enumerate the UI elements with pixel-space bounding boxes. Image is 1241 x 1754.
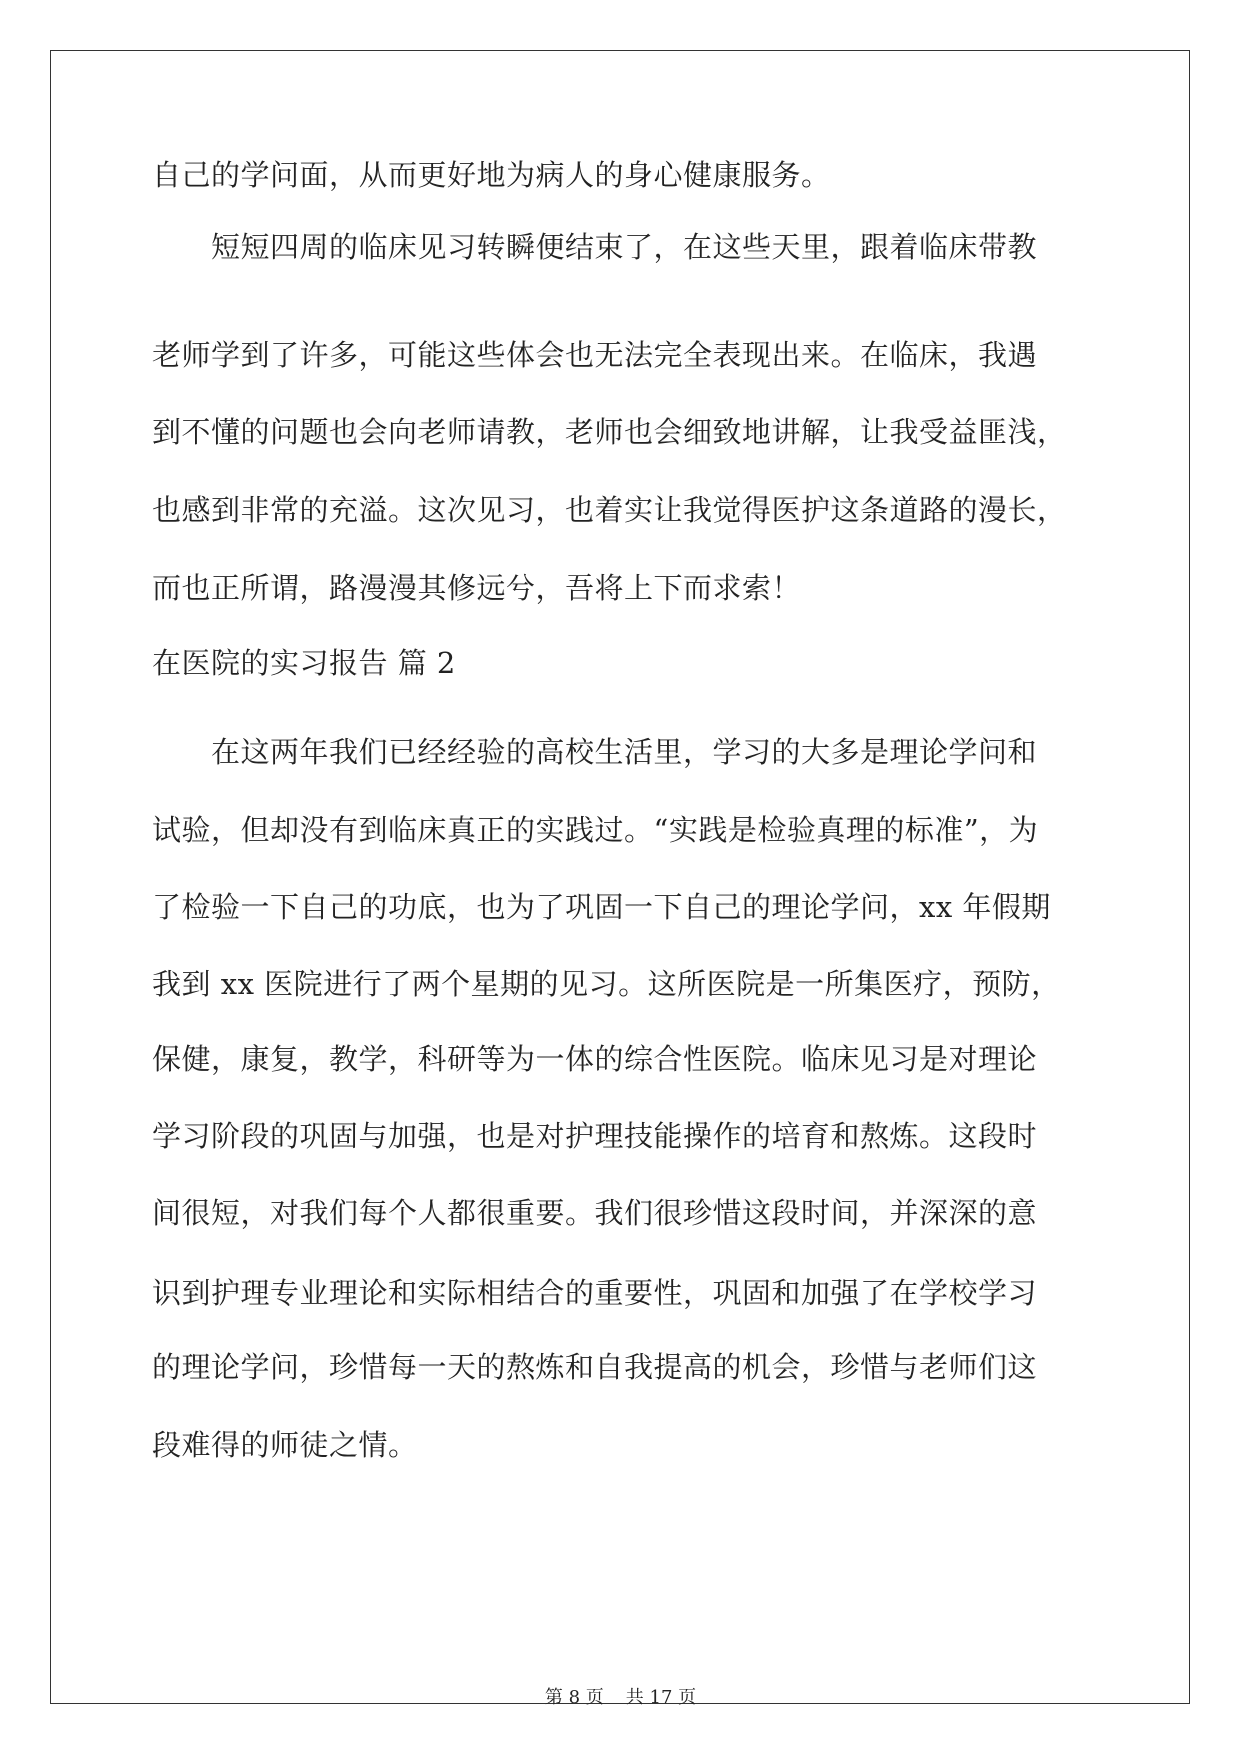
text-line: 识到护理专业理论和实际相结合的重要性，巩固和加强了在学校学习 bbox=[152, 1276, 1038, 1310]
text-line: 学习阶段的巩固与加强，也是对护理技能操作的培育和熬炼。这段时 bbox=[152, 1119, 1038, 1153]
text-line: 自己的学问面，从而更好地为病人的身心健康服务。 bbox=[152, 158, 831, 192]
text-line: 在这两年我们已经经验的高校生活里，学习的大多是理论学问和 bbox=[152, 735, 1038, 769]
text-line: 老师学到了许多，可能这些体会也无法完全表现出来。在临床，我遇 bbox=[152, 338, 1038, 372]
page-number: 第 8 页 bbox=[544, 1687, 604, 1708]
text-line: 保健，康复，教学，科研等为一体的综合性医院。临床见习是对理论 bbox=[152, 1042, 1038, 1076]
text-line: 间很短，对我们每个人都很重要。我们很珍惜这段时间，并深深的意 bbox=[152, 1196, 1038, 1230]
text-line: 的理论学问，珍惜每一天的熬炼和自我提高的机会，珍惜与老师们这 bbox=[152, 1350, 1038, 1384]
text-line: 短短四周的临床见习转瞬便结束了，在这些天里，跟着临床带教 bbox=[152, 230, 1038, 264]
text-line: 了检验一下自己的功底，也为了巩固一下自己的理论学问，xx 年假期 bbox=[152, 890, 1051, 924]
text-line: 我到 xx 医院进行了两个星期的见习。这所医院是一所集医疗，预防， bbox=[152, 967, 1061, 1001]
text-line: 到不懂的问题也会向老师请教，老师也会细致地讲解，让我受益匪浅， bbox=[152, 415, 1067, 449]
text-line: 而也正所谓，路漫漫其修远兮，吾将上下而求索！ bbox=[152, 571, 802, 605]
section-heading: 在医院的实习报告 篇 2 bbox=[152, 646, 456, 680]
page-total: 共 17 页 bbox=[625, 1687, 697, 1708]
page-footer bbox=[0, 1686, 1241, 1710]
text-line: 也感到非常的充溢。这次见习，也着实让我觉得医护这条道路的漫长， bbox=[152, 493, 1067, 527]
text-line: 试验，但却没有到临床真正的实践过。“实践是检验真理的标准”，为 bbox=[152, 813, 1039, 847]
text-line: 段难得的师徒之情。 bbox=[152, 1428, 418, 1462]
